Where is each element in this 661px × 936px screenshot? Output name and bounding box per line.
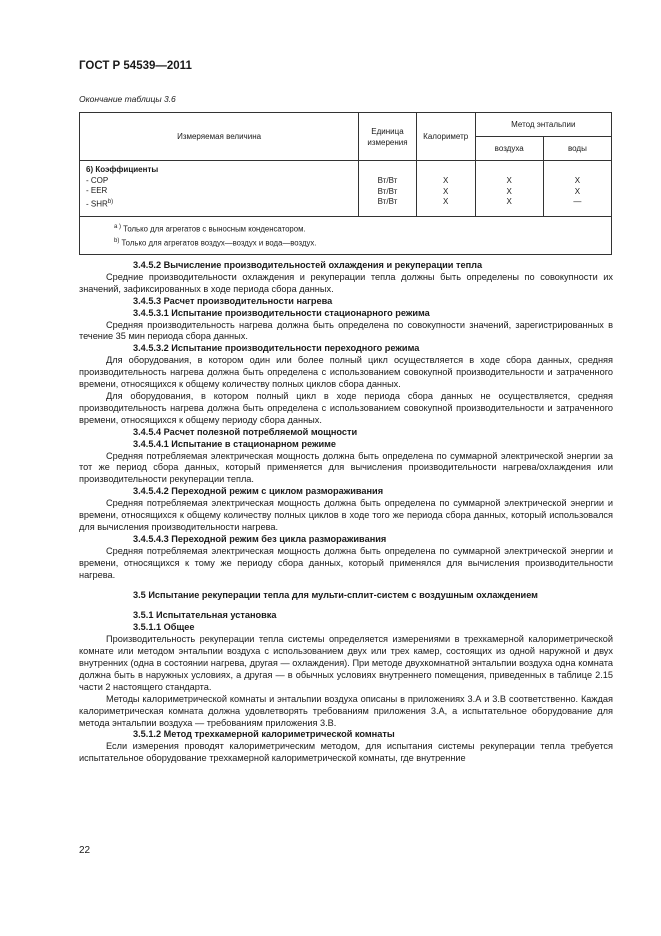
paragraph: Если измерения проводят калориметрическим методом, для испытания системы рекуперации тепла требуется испытательное оборудование трехкамерной калориметрической комнаты, где внутренние	[79, 741, 613, 764]
section-heading: 3.4.5.3 Расчет производительности нагрева	[133, 295, 333, 306]
water-cell: X X —	[543, 161, 611, 217]
measurement-table	[79, 112, 612, 255]
body-text	[79, 260, 613, 765]
section-heading: 3.5.1 Испытательная установка	[133, 610, 277, 621]
column-header-water: воды	[543, 137, 611, 161]
footnote-mark: b)	[107, 198, 114, 205]
page-number: 22	[79, 845, 91, 856]
air-cell: X X X	[475, 161, 543, 217]
section-heading: 3.4.5.4.2 Переходной режим с циклом размораживания	[133, 486, 384, 497]
section-heading: 3.4.5.3.2 Испытание производительности переходного режима	[133, 343, 420, 354]
section-heading: 3.5.1.1 Общее	[133, 622, 195, 633]
paragraph: Средняя производительность нагрева должна быть определена по совокупности значений, зарегистрированных в течение 35 мин периода сбора данных.	[79, 319, 613, 342]
table-row	[80, 161, 612, 217]
paragraph: Для оборудования, в котором один или более полный цикл осуществляется в ходе сбора данных, средняя производительность нагрева должна быть определена с использованием совокупной производительности и затраченного времени, относящихся к общему количеству полных циклов сбора данных.	[79, 355, 613, 390]
row-label: - SHR$^{b)}$	[86, 198, 114, 209]
calorimeter-cell: X X X	[416, 161, 475, 217]
section-heading: 3.4.5.2 Вычисление производительностей охлаждения и рекуперации тепла	[133, 260, 483, 270]
column-header-quantity: Измеряемая величина	[80, 113, 359, 161]
paragraph: Средняя потребляемая электрическая мощность должна быть определена по суммарной электрической энергии и времени, относящихся к общему количеству полных циклов в ходе того же периода сбора данных, который использовался для вычисления производительности нагрева.	[79, 498, 613, 532]
table-note: $^{b)}$ Только для агрегатов воздух—воздух и вода—воздух.	[114, 238, 317, 248]
section-heading: 3.4.5.4 Расчет полезной потребляемой мощности	[133, 426, 358, 437]
table-caption: Окончание таблицы 3.6	[79, 94, 176, 104]
paragraph: Средняя потребляемая электрическая мощность должна быть определена по суммарной электрической энергии за тот же период сбора данных, который применяется для вычисления производительности нагрева/охлаждения или производительности рекуперации тепла.	[79, 450, 613, 485]
paragraph: Производительность рекуперации тепла системы определяется измерениями в трехкамерной калориметрической комнате или методом энтальпии воздуха с использованием двух или трех камер, состоящих из одной наружной и двух внутренних (одна в состоянии нагрева, другая — охлаждения). При методе двухкомнатной энтальпии воздуха одна комната должна быть в наружных условиях, а другая — в обычных условиях внутреннего помещения, приведенных в таблице 2.15 части 2 настоящего стандарта.	[79, 634, 613, 692]
page-header: ГОСТ Р 54539—2011	[79, 60, 192, 72]
table-note: $^{a )}$ Только для агрегатов с выносным конденсатором.	[114, 223, 306, 234]
unit-cell: Вт/Вт Вт/Вт Вт/Вт	[359, 161, 417, 217]
section-heading: 3.5 Испытание рекуперации тепла для мульти-сплит-систем с воздушным охлаждением	[133, 590, 538, 601]
paragraph: Методы калориметрической комнаты и энтальпии воздуха описаны в приложениях 3.А и 3.В соответственно. Каждая калориметрическая комната должна удовлетворять требованиям приложения 3.А, а испытательное оборудование для метода энтальпии воздуха — требованиям приложения 3.В.	[79, 693, 613, 728]
row-label: - EER	[86, 186, 108, 195]
section-heading: 3.4.5.4.3 Переходной режим без цикла размораживания	[133, 533, 387, 544]
section-heading: 3.5.1.2 Метод трехкамерной калориметрической комнаты	[133, 729, 395, 740]
column-header-enthalpy: Метод энтальпии	[475, 113, 611, 137]
paragraph: Средние производительности охлаждения и рекуперации тепла должны быть определены по совокупности их значений, зафиксированных в ходе периода сбора данных.	[79, 271, 613, 294]
section-title: 6) Коэффициенты	[86, 165, 159, 174]
paragraph: Средняя потребляемая электрическая мощность должна быть определена по суммарной электрической энергии и времени, относящихся к тому же периоду сбора данных, который применялся для вычисления производительности нагрева.	[79, 545, 613, 580]
section-heading: 3.4.5.3.1 Испытание производительности стационарного режима	[133, 307, 430, 318]
section-heading: 3.4.5.4.1 Испытание в стационарном режиме	[133, 438, 337, 449]
column-header-air: воздуха	[475, 137, 543, 161]
table-notes	[80, 216, 612, 254]
column-header-calorimeter: Калориметр	[416, 113, 475, 161]
paragraph: Для оборудования, в котором полный цикл в ходе периода сбора данных не осуществляется, средняя производительность нагрева должна быть определена с использованием совокупной производительности и затраченного времени, относящихся к общему периоду сбора данных.	[79, 390, 613, 425]
column-header-unit: Единица измерения	[359, 113, 417, 161]
coefficients-cell	[80, 161, 359, 217]
row-label: - COP	[86, 175, 109, 185]
